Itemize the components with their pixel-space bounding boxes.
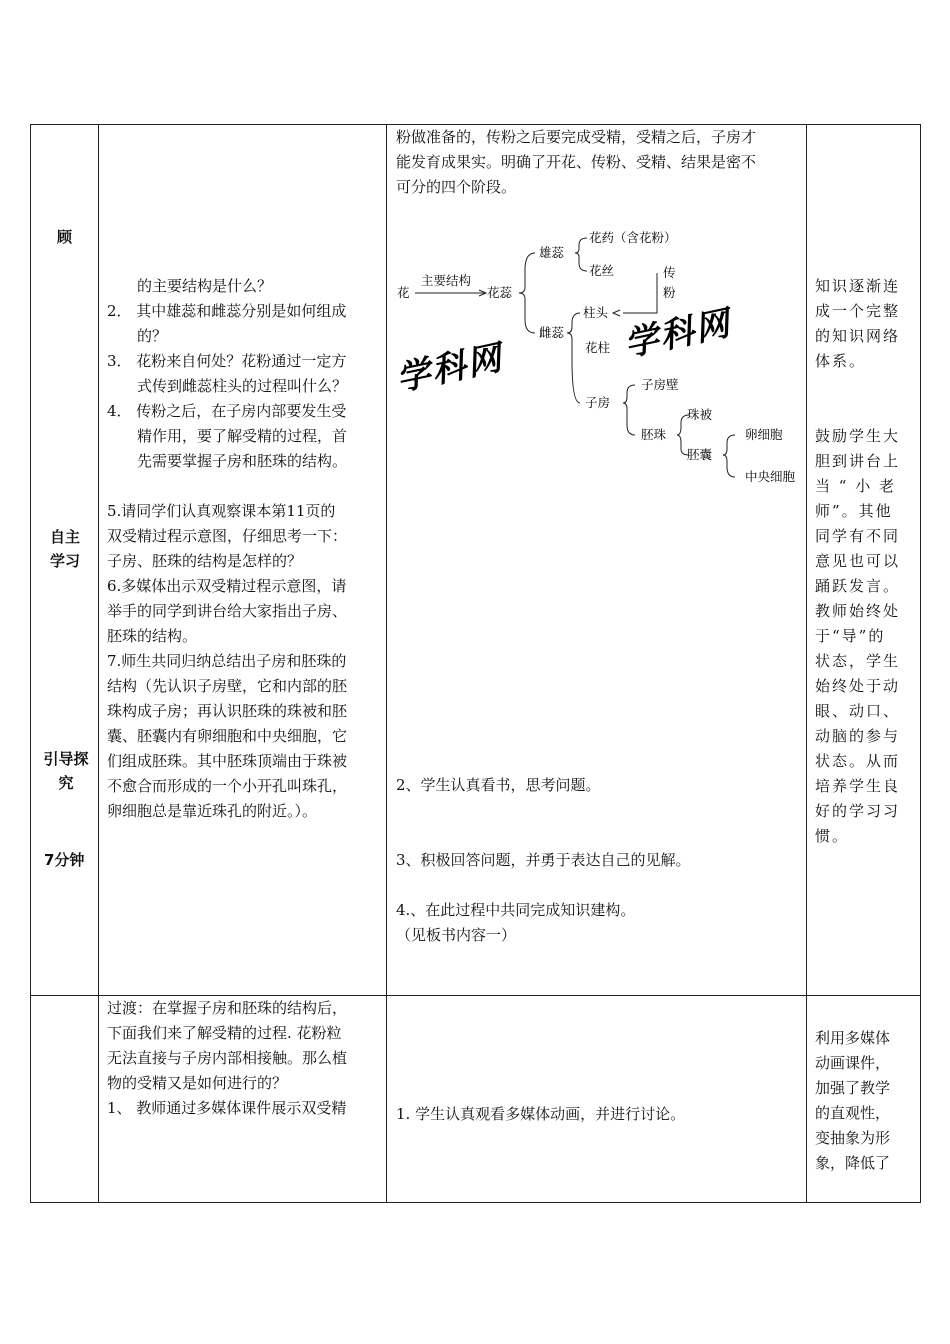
stage-column-row2: [31, 996, 99, 1203]
teacher-step-7: 7.师生共同归纳总结出子房和胚珠的 结构（先认识子房壁，它和内部的胚 珠构成子房；再认识胚珠的珠被和胚 囊、胚囊内有卵细胞和中央细胞，它 们组成胚珠。其中胚珠顶端由于珠被 不愈合而形成的一个小开孔叫珠孔， 卵细胞总是靠近珠孔的附近。）。: [107, 652, 348, 820]
label-ovary: 子房: [585, 395, 611, 410]
transition-text: 过渡：在掌握子房和胚珠的结构后， 下面我们来了解受精的过程. 花粉粒 无法直接与子房内部相接触。那么植 物的受精又是如何进行的？ 1、 教师通过多媒体课件展示双受精: [107, 999, 348, 1117]
design-intent-column: [807, 125, 921, 996]
design-intent-row2: [807, 996, 921, 1203]
flower-structure-diagram: [387, 215, 807, 505]
label-main-structure: 主要结构: [421, 273, 472, 288]
pollination-line: [623, 273, 657, 313]
label-pistil: 雌蕊: [539, 325, 565, 340]
watermark-left: 学科网: [392, 337, 507, 400]
intent-knowledge-network: 知识逐渐连 成一个完整 的知识网络 体系。: [815, 277, 901, 370]
teacher-step-6: 6.多媒体出示双受精过程示意图，请 举手的同学到讲台给大家指出子房、 胚珠的结构。: [107, 577, 348, 645]
student-step-4-note: （见板书内容一）: [396, 926, 517, 944]
label-ovary-wall: 子房壁: [641, 377, 679, 392]
intent-encourage-students: 鼓励学生大 胆到讲台上 当 “ 小 老 师”。其他 同学有不同 意见也可以 踊跃发言。 教师始终处 于“导”的 状态，学生 始终处于动 眼、动口、 动脑的参与 状态。从而 培养学生良 好的学习习 惯。: [815, 427, 901, 845]
stage-label-guided-inquiry: 引导探 究: [43, 750, 89, 792]
label-pollination-1: 传: [663, 265, 676, 280]
lesson-plan-table: [30, 124, 921, 1203]
label-stamen: 雄蕊: [539, 245, 565, 260]
student-activity-column: [387, 125, 807, 996]
brace-ovary-wall-ovule: [623, 385, 635, 435]
label-central-cell: 中央细胞: [745, 469, 796, 484]
label-ovule: 胚珠: [641, 427, 667, 442]
stage-column: [31, 125, 99, 996]
intent-multimedia: 利用多媒体 动画课件， 加强了教学 的直观性， 变抽象为形 象，降低了: [815, 1029, 891, 1172]
student-step-2: 2、学生认真看书，思考问题。: [396, 776, 601, 794]
student-step-4: 4.、在此过程中共同完成知识建构。: [396, 901, 636, 919]
teacher-activity-row2: [99, 996, 387, 1203]
teacher-step-5: 5.请同学们认真观察课本第11页的 双受精过程示意图，仔细思考一下： 子房、胚珠的结构是怎样的？: [107, 502, 348, 570]
brace-anther-filament: [575, 238, 587, 271]
label-style: 花柱: [585, 340, 611, 355]
label-stigma: 柱头: [583, 305, 609, 320]
stage-label-duration: 7分钟: [44, 851, 85, 869]
teacher-activity-column: [99, 125, 387, 996]
stage-label-self-study: 自主 学习: [49, 528, 80, 570]
label-flower: 花: [397, 285, 410, 300]
label-egg-cell: 卵细胞: [745, 427, 783, 442]
student-activity-row2: [387, 996, 807, 1203]
label-anther: 花药（含花粉）: [589, 230, 677, 245]
stage-label-review: 顾: [57, 228, 73, 246]
intro-text: 粉做准备的，传粉之后要完成受精，受精之后，子房才 能发育成果实。明确了开花、传粉、受精、结果是密不 可分的四个阶段。: [396, 128, 757, 196]
student-watch-animation: 1. 学生认真观看多媒体动画，并进行讨论。: [396, 1105, 686, 1123]
brace-stamen-pistil: [519, 253, 535, 333]
watermark-right: 学科网: [620, 303, 735, 365]
label-filament: 花丝: [589, 263, 615, 278]
label-integument: 珠被: [687, 407, 713, 422]
label-stamen-pistil: 花蕊: [487, 285, 513, 300]
label-embryo-sac: 胚囊: [687, 447, 713, 462]
student-step-3: 3、积极回答问题，并勇于表达自己的见解。: [396, 851, 691, 869]
brace-stigma-style-ovary: [567, 313, 580, 403]
label-pollination-2: 粉: [663, 285, 676, 300]
brace-egg-central: [723, 435, 735, 477]
pollination-arrow-head: [613, 310, 620, 316]
question-list: 的主要结构是什么？ 2． 其中雄蕊和雌蕊分别是如何组成 的？ 3． 花粉来自何处？花粉通过一定方 式传到雌蕊柱头的过程叫什么？ 4． 传粉之后，在子房内部要发生受 精作用，要了解受精的过程，首 先需要掌握子房和胚珠的结构。: [107, 277, 348, 470]
